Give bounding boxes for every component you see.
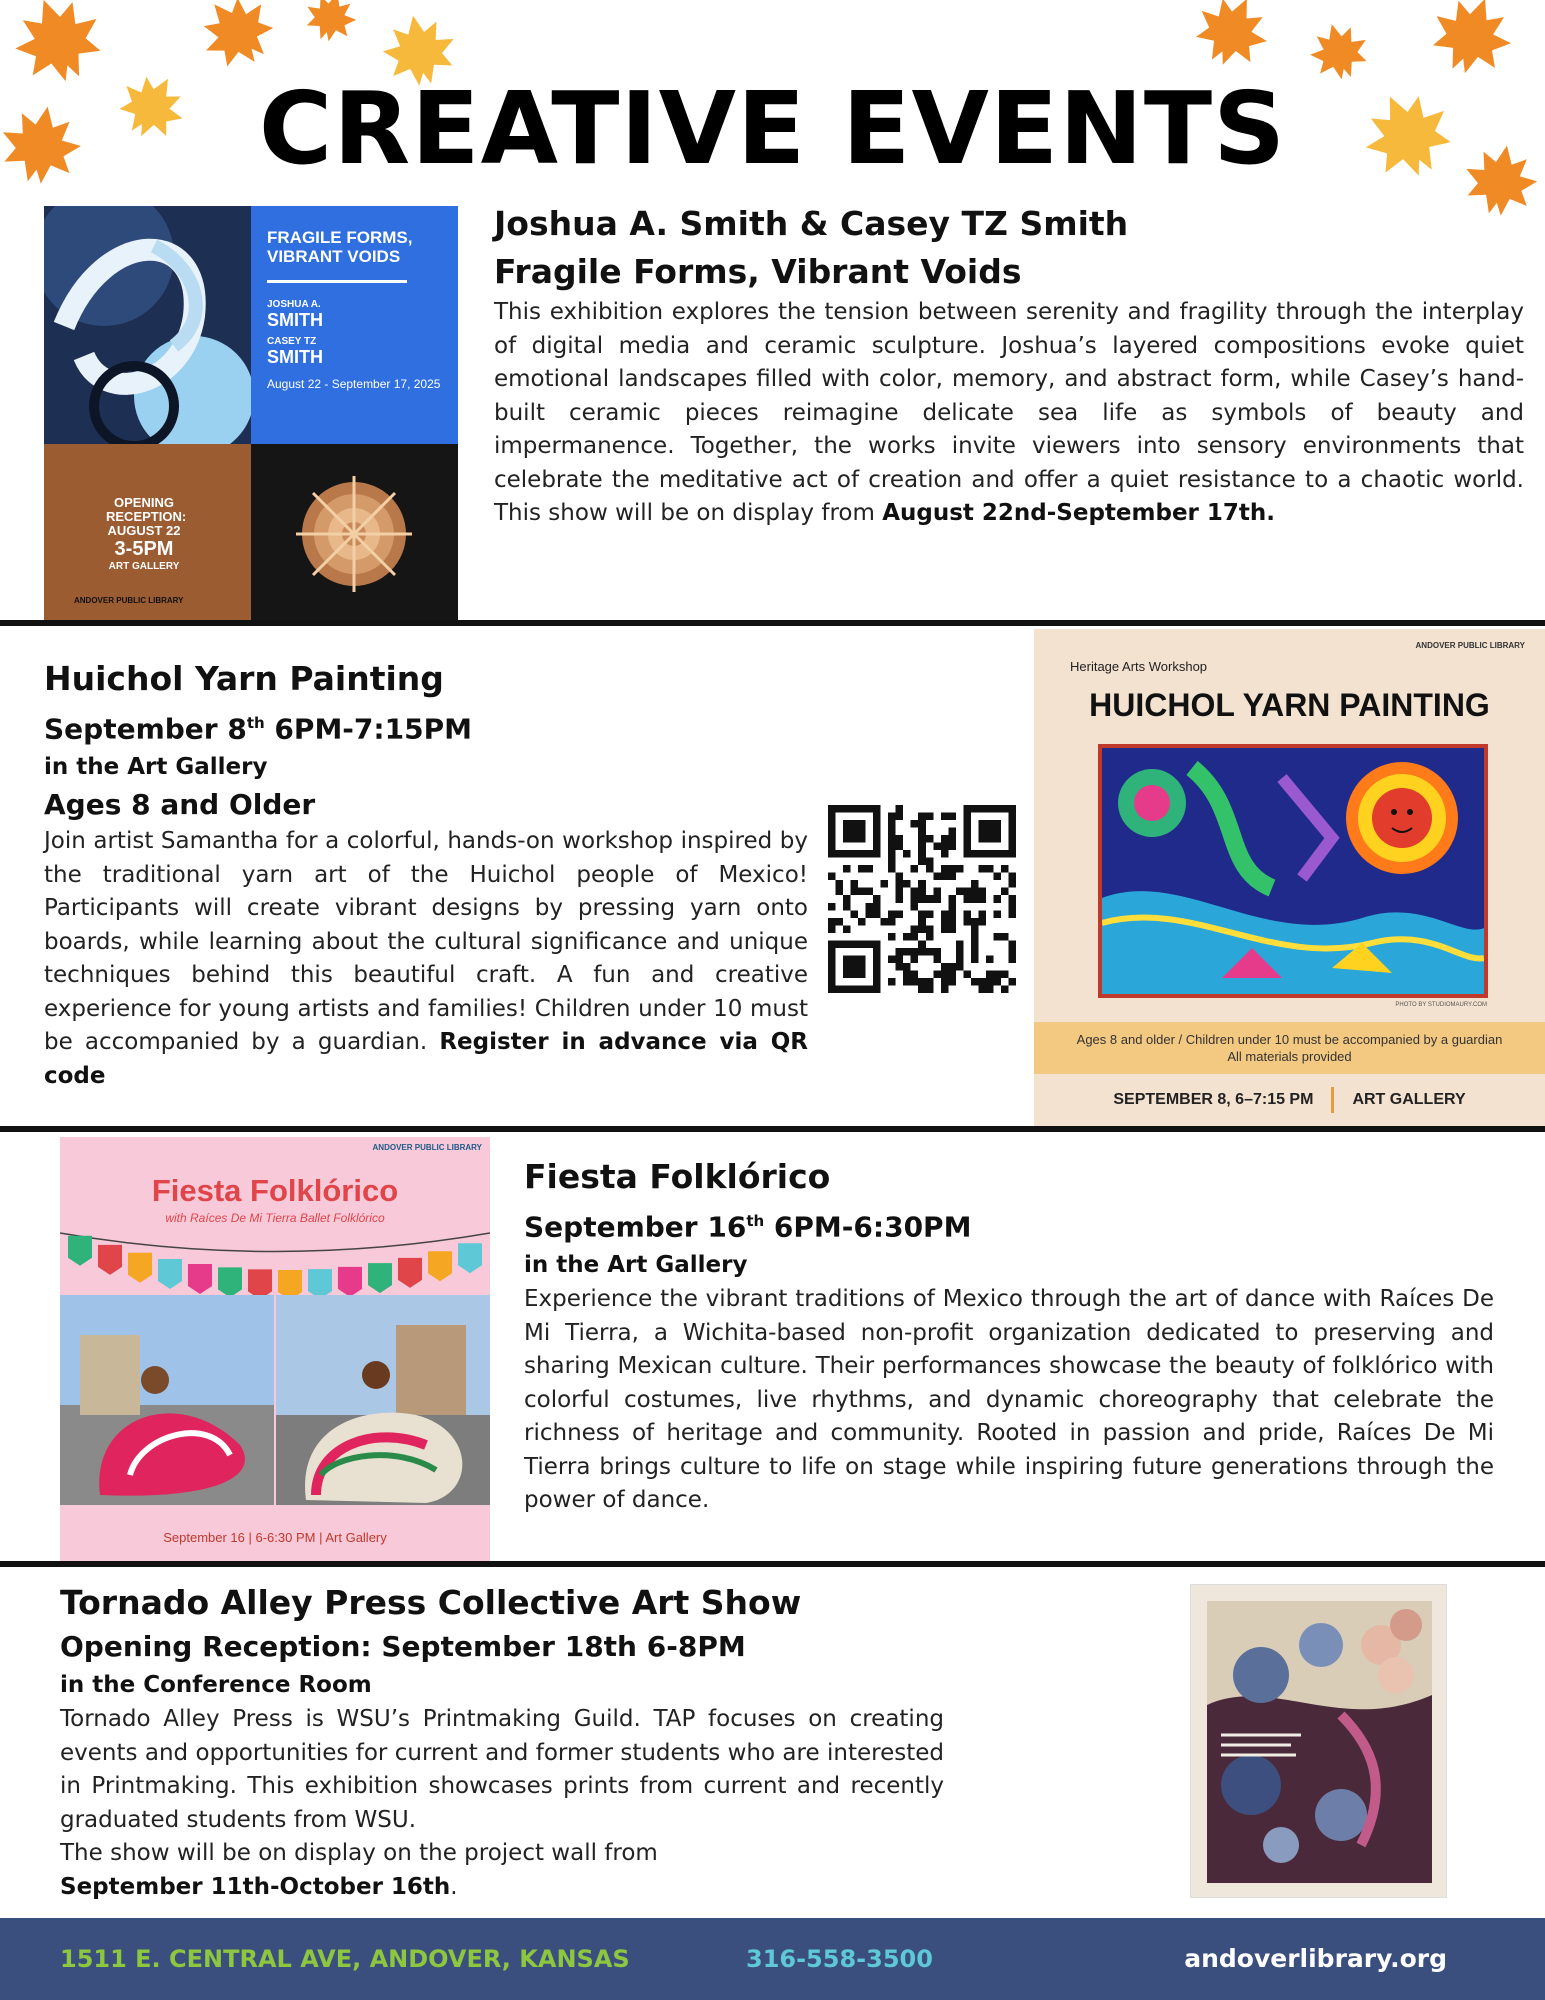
event3-details [524,1153,1494,1518]
page-title: CREATIVE EVENTS [258,70,1287,187]
huichol-yarn-poster [1034,629,1545,1126]
event4-display-text: The show will be on display on the project wall from [60,1840,658,1866]
banner-flag [278,1270,302,1295]
footer-bar [0,1918,1545,2000]
poster-age-note: Ages 8 and older / Children under 10 must be accompanied by a guardian [1076,1032,1503,1047]
event4-period: . [450,1873,458,1900]
event1-dates: August 22nd-September 17th. [882,500,1276,526]
banner-flag [308,1269,332,1295]
event2-location: in the Art Gallery [44,754,268,781]
yarn-painting-image [1098,744,1488,998]
event4-subtitle: Opening Reception: September 18th 6-8PM [60,1630,746,1663]
event1-details [494,200,1524,531]
poster-subtitle: with Raíces De Mi Tierra Ballet Folklórico [165,1211,385,1225]
banner-flag [218,1267,242,1295]
poster-photo-credit: PHOTO BY STUDIOMAURY.COM [1395,1002,1487,1008]
poster-artist1-last: SMITH [267,310,323,330]
poster-title: Fiesta Folklórico [151,1173,399,1208]
poster-materials-note: All materials provided [1227,1049,1352,1064]
event4-description: Tornado Alley Press is WSU’s Printmaking Guild. TAP focuses on creating events and opportunities for current and former students who are interested in Printmaking. This exhibition showcases prints from current and recently graduated students from WSU. [60,1706,944,1833]
poster-artwork [44,206,251,444]
ceramic-sculpture-image [251,444,458,620]
poster-footer-date: SEPTEMBER 8, 6–7:15 PM [1113,1091,1314,1108]
poster-footer-place: ART GALLERY [1352,1091,1466,1108]
poster-opening-place: ART GALLERY [108,561,180,572]
papel-picado-banner [60,1225,490,1295]
event1-artists: Joshua A. Smith & Casey TZ Smith [494,204,1129,243]
poster-footer [1034,1074,1545,1126]
poster-footer-separator [1331,1087,1334,1113]
event1-body: This exhibition explores the tension between serenity and fragility through the interplay of digital media and ceramic sculpture. Joshua’s layered compositions evoke quiet emotional landscapes filled with color, memory, and abstract form, while Casey’s hand-built ceramic pieces reimagine delicate sea life as symbols of beauty and impermanence. Together, the works invite viewers into sensory environments that celebrate the meditative act of creation and offer a quiet resistance to a chaotic world. This show will be on display from [494,299,1524,526]
event3-date-day: September 16 [524,1210,747,1244]
section-divider [0,1561,1545,1567]
banner-flag [458,1243,482,1273]
poster-opening-text: OPENING RECEPTION: AUGUST 22 [106,495,187,538]
banner-flag [68,1236,92,1266]
footer-website-link[interactable]: andoverlibrary.org [1184,1944,1447,1973]
poster-info-panel [251,206,458,444]
event4-title: Tornado Alley Press Collective Art Show [60,1583,802,1622]
poster-artist2-last: SMITH [267,347,323,367]
poster-library-logo: ANDOVER PUBLIC LIBRARY [1415,641,1525,650]
event1-description [494,296,1524,531]
poster-title: HUICHOL YARN PAINTING [1089,687,1490,723]
registration-qr-code[interactable] [828,805,1016,993]
poster-rule [267,280,407,283]
event4-details [60,1579,944,1904]
poster-opening-panel [44,444,251,620]
banner-flag [398,1258,422,1288]
poster-workshop-label: Heritage Arts Workshop [1070,659,1208,674]
event2-date-time: 6PM-7:15PM [264,712,472,746]
banner-flag [158,1259,182,1289]
section-divider [0,1126,1545,1132]
event3-location: in the Art Gallery [524,1252,748,1279]
dancer-photo-left [60,1295,274,1505]
footer-address: 1511 E. CENTRAL AVE, ANDOVER, KANSAS [60,1945,630,1973]
poster-opening-time: 3-5PM [114,538,174,560]
banner-flag [188,1264,212,1294]
event3-description: Experience the vibrant traditions of Mexico through the art of dance with Raíces De Mi Tierra, a Wichita-based non-profit organization dedicated to preserving and sharing Mexican culture. Their performances showcase the beauty of folklórico with colorful costumes, live rhythms, and dynamic choreography that celebrate the richness of heritage and community. Rooted in passion and pride, Raíces De Mi Tierra brings culture to life on stage while inspiring future generations through the power of dance. [524,1286,1494,1514]
event3-date [524,1201,1494,1247]
poster-artist1-first: JOSHUA A. [267,299,321,310]
fragile-forms-poster [44,206,458,620]
poster-footer: September 16 | 6-6:30 PM | Art Gallery [163,1530,387,1545]
dancer-photo-right [276,1295,490,1505]
event4-display-note [60,1837,944,1904]
event2-date [44,703,808,749]
event2-date-sup: th [246,714,265,732]
fiesta-folklorico-poster [60,1137,490,1562]
poster-info-band [1034,1022,1545,1074]
event2-details [44,655,808,1093]
printmaking-artwork-image [1190,1584,1447,1898]
event2-ages: Ages 8 and Older [44,788,316,822]
event2-date-day: September 8 [44,712,247,746]
poster-library-logo: ANDOVER PUBLIC LIBRARY [372,1143,482,1152]
banner-flag [98,1245,122,1275]
event2-body: Join artist Samantha for a colorful, hands-on workshop inspired by the traditional yarn art of the Huichol people of Mexico! Participants will create vibrant designs by pressing yarn onto boards, while learning about the cultural significance and unique techniques behind this beautiful craft. A fun and creative experience for young artists and families! Children under 10 must be accompanied by a guardian. [44,828,808,1056]
banner-flag [128,1253,152,1283]
event2-description [44,825,808,1093]
event1-exhibition-title: Fragile Forms, Vibrant Voids [494,252,1022,291]
event4-location: in the Conference Room [60,1672,372,1698]
event2-register: Register in advance via QR code [44,1029,808,1089]
leaf-icon [187,0,287,81]
event4-dates: September 11th-October 16th [60,1873,451,1900]
banner-flag [428,1251,452,1281]
banner-flag [248,1269,272,1295]
poster-title: FRAGILE FORMS, VIBRANT VOIDS [267,228,413,266]
leaf-icon [300,0,361,47]
leaf-icon [1185,0,1280,77]
section-divider [0,620,1545,626]
poster-artist2-first: CASEY TZ [267,336,317,347]
banner-flag [338,1267,362,1295]
banner-flag [368,1263,392,1293]
event3-title: Fiesta Folklórico [524,1157,831,1196]
poster-dates: August 22 - September 17, 2025 [267,377,441,391]
event2-title: Huichol Yarn Painting [44,659,444,698]
event3-date-time: 6PM-6:30PM [764,1210,972,1244]
poster-library-logo: ANDOVER PUBLIC LIBRARY [74,596,184,605]
event3-date-sup: th [746,1212,765,1230]
footer-phone[interactable]: 316-558-3500 [746,1945,933,1973]
